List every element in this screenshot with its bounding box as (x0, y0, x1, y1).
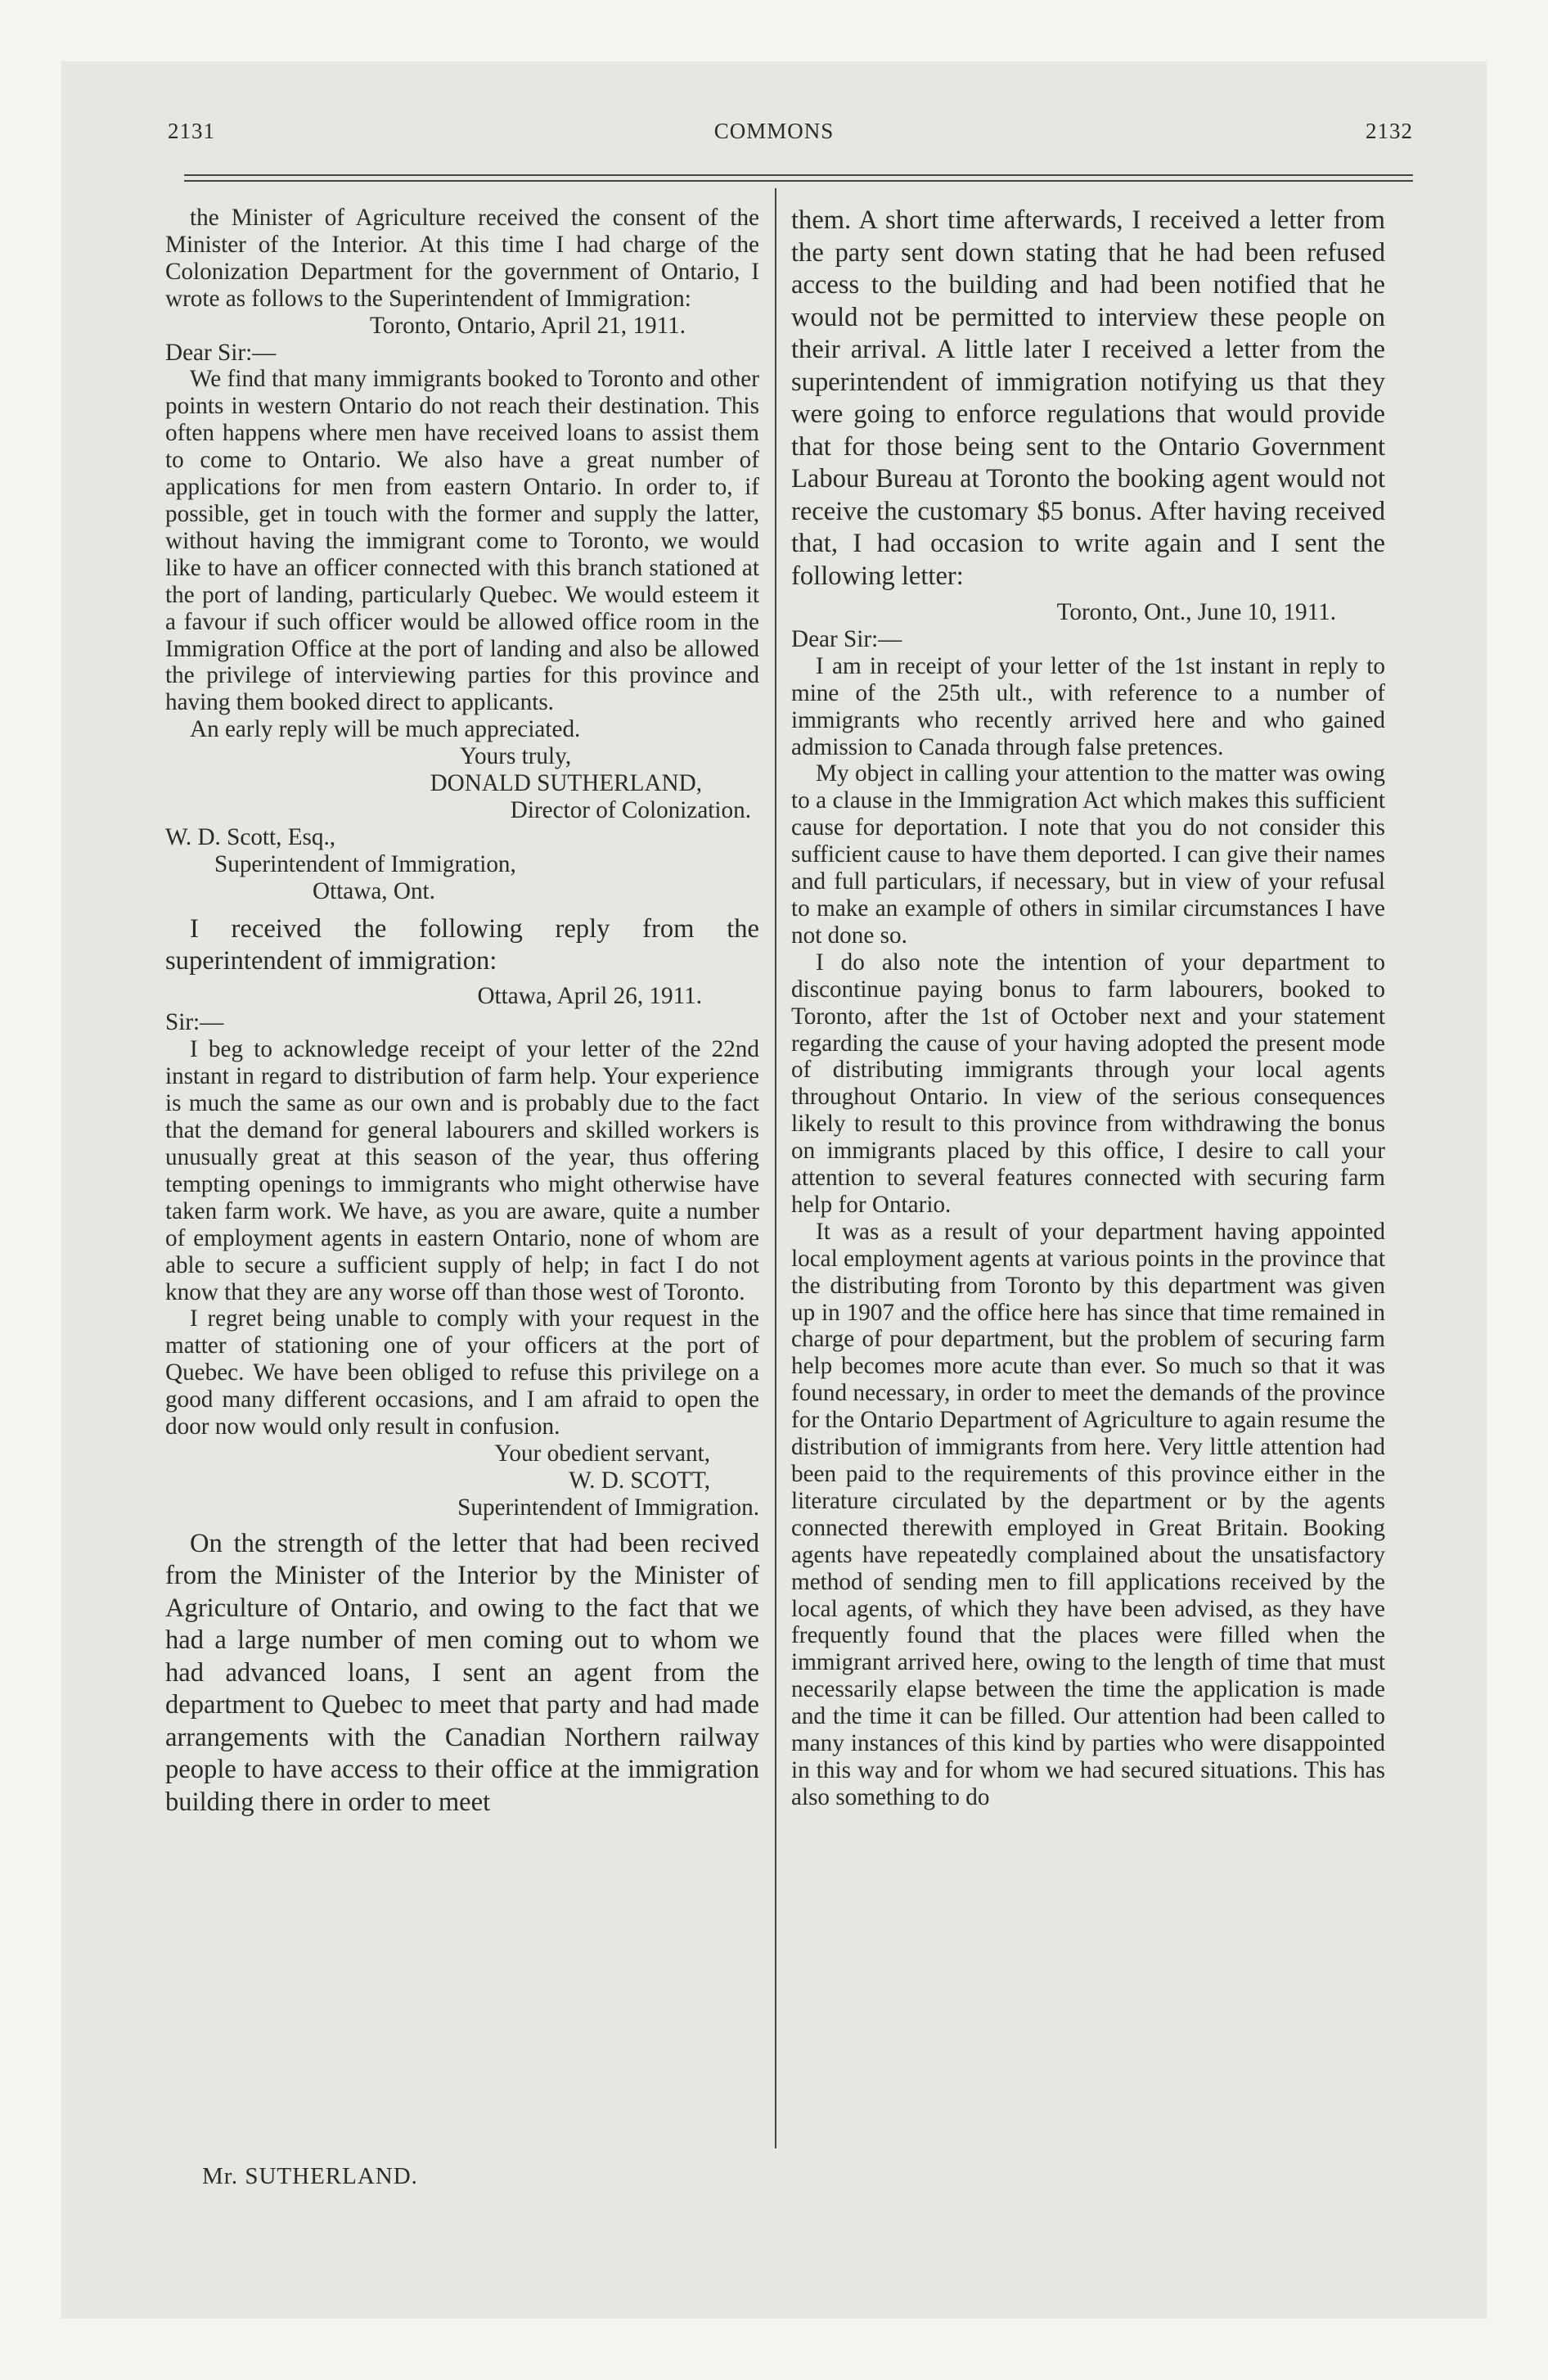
letter-valediction: Yours truly, (459, 743, 572, 770)
letter-valediction: Your obedient servant, (494, 1440, 710, 1467)
paragraph: On the strength of the letter that had been recived from the Minister of the Interior by the Minister of Agriculture of Ontario, and owing to the fact that we had a large number of men coming out to whom we had advanced loans, I sent an agent from the department to Quebec to meet that party and had made arrangements with the Canadian Northern railway people to have access to their office at the immigration building there in order to meet (165, 1528, 759, 1817)
letter-addressee: Superintendent of Immigration, (214, 850, 516, 877)
speaker-footer: Mr. SUTHERLAND. (202, 2163, 418, 2189)
page (61, 61, 1487, 2319)
header-rule-bottom (184, 180, 1413, 182)
letter-signature: DONALD SUTHERLAND, (430, 770, 702, 797)
letter-salutation: Dear Sir:— (791, 625, 902, 652)
page-number-right: 2132 (1366, 119, 1413, 143)
letter-body: My object in calling your attention to the matter was owing to a clause in the Immigration Act which makes this sufficient cause for deportation. I note that you do not consider this sufficient cause to have them deported. I can give their names and full particulars, if necessary, but in view of your refusal to make an example of others in similar circumstances I have not done so. (791, 760, 1385, 949)
letter-body: I beg to acknowledge receipt of your letter of the 22nd instant in regard to distribution of farm help. Your experience is much the same as our own and is probably due to the fact that the demand for general labourers and skilled workers is unusually great at this season of the year, thus offering tempting openings to immigrants who might otherwise have taken farm work. We have, as you are aware, quite a number of employment agents in eastern Ontario, none of whom are able to secure a sufficient supply of help; in fact I do not know that they are any worse off than those west of Toronto. (165, 1036, 759, 1305)
column-divider (775, 188, 776, 2148)
right-column (791, 205, 1385, 1811)
letter-dateline: Ottawa, April 26, 1911. (477, 982, 702, 1009)
letter-signature: W. D. SCOTT, (569, 1467, 710, 1494)
letter-salutation: Sir:— (165, 1009, 224, 1036)
page-number-left: 2131 (168, 119, 215, 143)
paragraph: the Minister of Agriculture received the consent of the Minister of the Interior. At this time I had charge of the Colonization Department for the government of Ontario, I wrote as follows to the Superintendent of Immigration: (165, 205, 759, 312)
letter-signature-title: Director of Colonization. (510, 796, 751, 823)
letter-addressee: Ottawa, Ont. (313, 877, 435, 904)
letter-body: It was as a result of your department having appointed local employment agents at various points in the province that the distributing from Toronto by this department was given up in 1907 and the office here has since that time remained in charge of pour department, but the problem of securing farm help becomes more acute than ever. So much so that it was found necessary, in order to meet the demands of the province for the Ontario Department of Agriculture to again resume the distribution of immigrants from here. Very little attention had been paid to the requirements of this province either in the literature circulated by the department or by the agents connected therewith employed in Great Britain. Booking agents have repeatedly complained about the unsatisfactory method of sending men to fill applications received by the local agents, of which they have been advised, as they have frequently found that the places were filled when the immigrant arrived here, owing to the length of time that must necessarily elapse between the time the application is made and the time it can be filled. Our attention had been called to many instances of this kind by parties who were disappointed in this way and for whom we had secured situations. This has also something to do (791, 1218, 1385, 1810)
letter-closing: An early reply will be much appreciated. (190, 716, 581, 743)
letter-addressee: W. D. Scott, Esq., (165, 823, 336, 850)
letter-body: We find that many immigrants booked to Toronto and other points in western Ontario do not reach their destination. This often happens where men have received loans to assist them to come to Ontario. We also have a great number of applications for men from eastern Ontario. In order to, if possible, get in touch with the former and supply the latter, without having the immigrant come to Toronto, we would like to have an officer connected with this branch stationed at the port of landing, particularly Quebec. We would esteem it a favour if such officer would be allowed office room in the Immigration Office at the port of landing and also be allowed the privilege of interviewing parties for this province and having them booked direct to applicants. (165, 366, 759, 716)
left-column (165, 205, 759, 1819)
header-rule-top (184, 174, 1413, 176)
letter-signature-title: Superintendent of Immigration. (457, 1494, 759, 1521)
letter-body: I regret being unable to comply with your request in the matter of stationing one of your officers at the port of Quebec. We have been obliged to refuse this privilege on a good many different occasions, and I am afraid to open the door now would only result in confusion. (165, 1305, 759, 1440)
letter-dateline: Toronto, Ontario, April 21, 1911. (369, 312, 686, 339)
paragraph: I received the following reply from the superintendent of immigration: (165, 913, 759, 976)
letter-body: I do also note the intention of your department to discontinue paying bonus to farm labourers, booked to Toronto, after the 1st of October next and your statement regarding the cause of your having adopted the present mode of distributing immigrants through your local agents throughout Ontario. In view of the serious consequences likely to result to this province from withdrawing the bonus on immigrants placed by this office, I desire to call your attention to several features connected with securing farm help for Ontario. (791, 949, 1385, 1218)
letter-dateline: Toronto, Ont., June 10, 1911. (1056, 599, 1336, 625)
running-title: COMMONS (713, 119, 835, 143)
letter-body: I am in receipt of your letter of the 1st instant in reply to mine of the 25th ult., with reference to a number of immigrants who recently arrived here and who gained admission to Canada through false pretences. (791, 652, 1385, 760)
page-header (61, 119, 1487, 151)
paragraph: them. A short time afterwards, I received a letter from the party sent down stating that he had been refused access to the building and had been notified that he would not be permitted to interview these people on their arrival. A little later I received a letter from the superintendent of immigration notifying us that they were going to enforce regulations that would provide that for those being sent to the Ontario Government Labour Bureau at Toronto the booking agent would not receive the customary $5 bonus. After having received that, I had occasion to write again and I sent the following letter: (791, 205, 1385, 591)
letter-salutation: Dear Sir:— (165, 339, 277, 366)
